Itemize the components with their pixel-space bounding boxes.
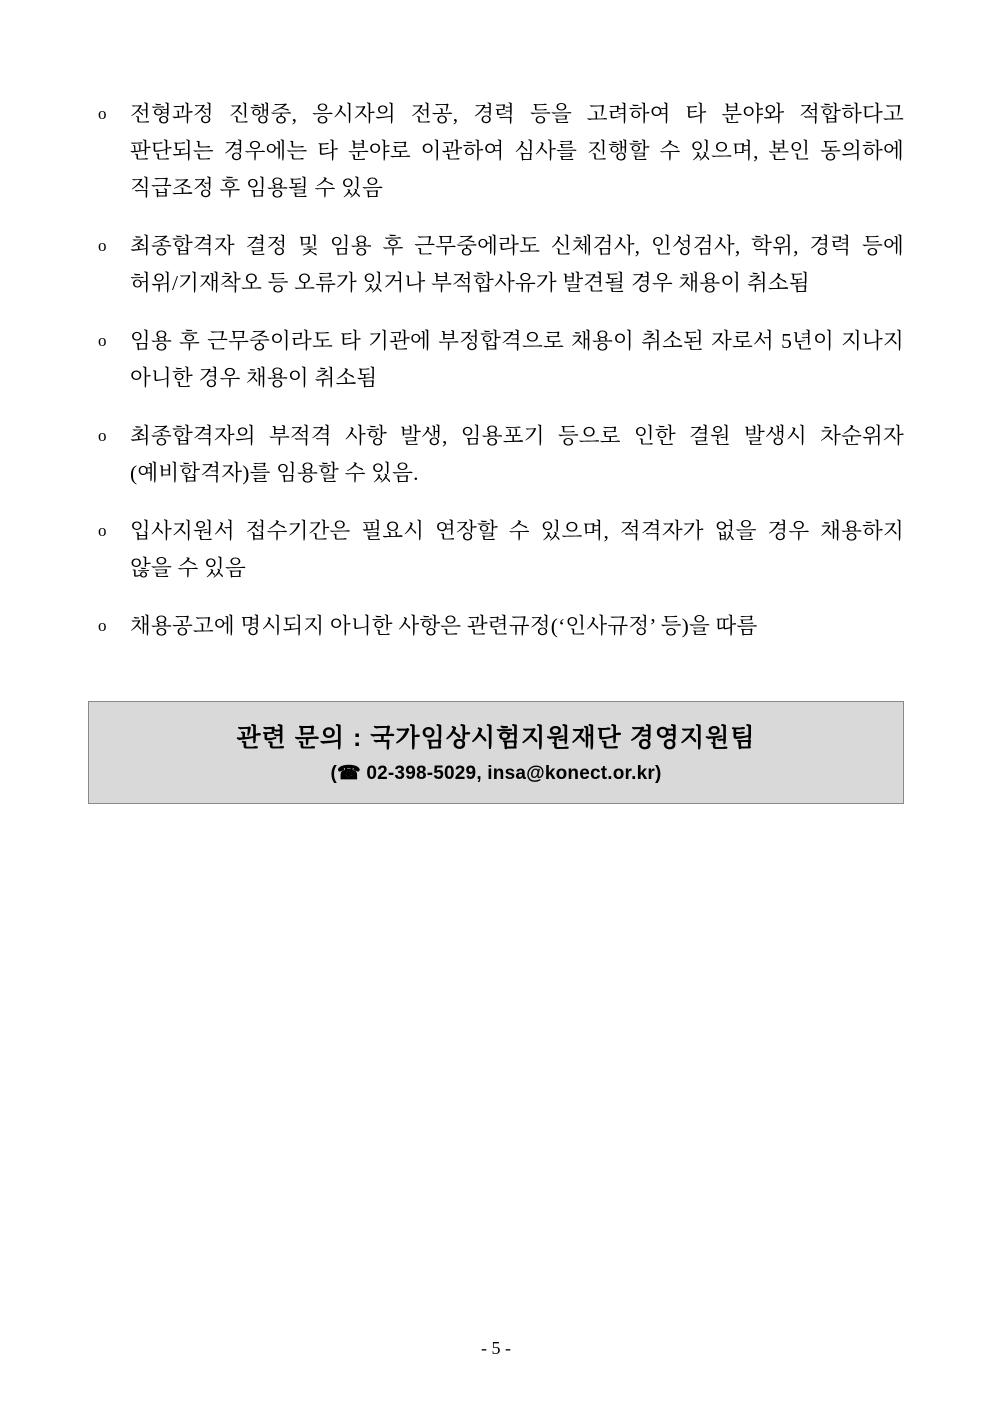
contact-details: (☎ 02-398-5029, insa@konect.or.kr) [330,762,662,784]
list-item [88,418,904,492]
bullet-marker-icon: o [98,104,107,123]
list-item-text: 임용 후 근무중이라도 타 기관에 부정합격으로 채용이 취소된 자로서 5년이 지나지 아니한 경우 채용이 취소됨 [130,328,904,390]
list-item-text: 입사지원서 접수기간은 필요시 연장할 수 있으며, 적격자가 없을 경우 채용하지 않을 수 있음 [130,518,904,580]
list-item [88,513,904,587]
list-item-text: 채용공고에 명시되지 아니한 사항은 관련규정(‘인사규정’ 등)을 따름 [130,613,758,638]
list-item-text: 최종합격자의 부적격 사항 발생, 임용포기 등으로 인한 결원 발생시 차순위자(예비합격자)를 임용할 수 있음. [130,423,904,485]
bullet-marker-icon: o [98,425,107,445]
bullet-marker-icon: o [98,235,107,255]
notice-bullet-list [88,96,904,645]
contact-box [88,701,904,804]
list-item [88,323,904,397]
page-number: - 5 - [481,1338,511,1358]
list-item [88,228,904,302]
bullet-marker-icon: o [98,615,107,635]
list-item-text: 최종합격자 결정 및 임용 후 근무중에라도 신체검사, 인성검사, 학위, 경력 등에 허위/기재착오 등 오류가 있거나 부적합사유가 발견될 경우 채용이 취소됨 [130,233,904,295]
list-item [88,608,904,645]
contact-title: 관련 문의 : 국가임상시험지원재단 경영지원팀 [236,723,756,752]
bullet-marker-icon: o [98,520,107,540]
list-item-text: 전형과정 진행중, 응시자의 전공, 경력 등을 고려하여 타 분야와 적합하다고 판단되는 경우에는 타 분야로 이관하여 심사를 진행할 수 있으며, 본인 동의하에 직급조정 후 임용될 수 있음 [130,102,904,200]
bullet-marker-icon: o [98,330,107,350]
list-item [88,96,904,207]
